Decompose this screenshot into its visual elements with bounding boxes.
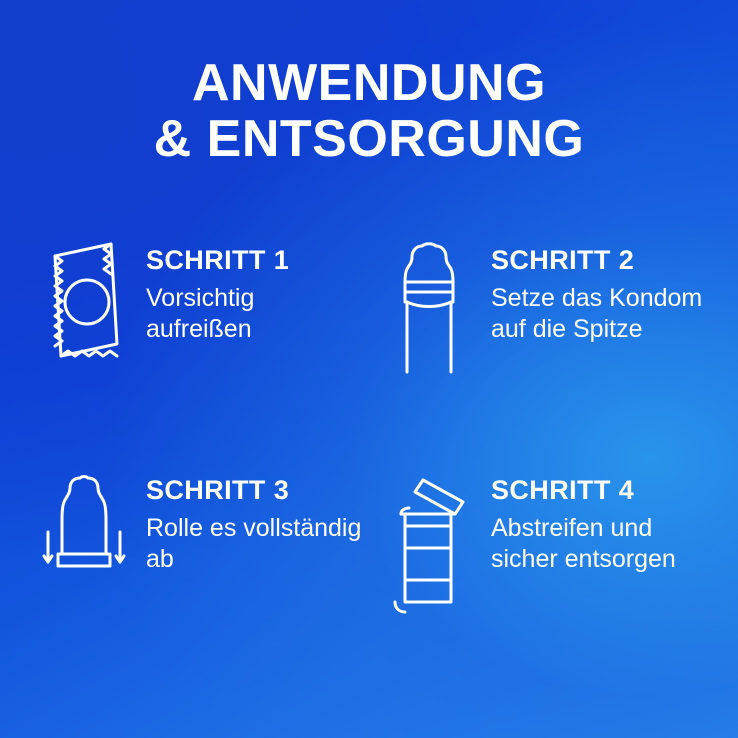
step-3 bbox=[28, 466, 365, 684]
step-2-title: SCHRITT 2 bbox=[491, 245, 635, 275]
condom-wrapper-tear-icon bbox=[36, 236, 132, 380]
step-4 bbox=[373, 466, 710, 684]
step-2 bbox=[373, 236, 710, 454]
page-title-line-2: & ENTSORGUNG bbox=[153, 109, 585, 168]
step-4-description: Abstreifen und sicher entsorgen bbox=[491, 513, 676, 573]
step-4-text bbox=[491, 466, 710, 575]
page-title-line-1: ANWENDUNG bbox=[191, 54, 547, 112]
step-2-description: Setze das Kondom auf die Spitze bbox=[491, 283, 703, 343]
page-title bbox=[0, 56, 738, 167]
step-1-description: Vorsichtig aufreißen bbox=[146, 283, 255, 343]
step-2-text bbox=[491, 236, 710, 345]
step-1 bbox=[28, 236, 365, 454]
trash-bin-icon bbox=[381, 466, 477, 610]
step-3-description: Rolle es vollständig ab bbox=[146, 513, 362, 573]
step-1-text bbox=[146, 236, 365, 345]
steps-grid bbox=[28, 236, 710, 684]
step-3-text bbox=[146, 466, 365, 575]
condom-roll-down-icon bbox=[36, 466, 132, 610]
step-1-title: SCHRITT 1 bbox=[146, 245, 290, 275]
condom-on-tip-icon bbox=[381, 236, 477, 380]
step-3-title: SCHRITT 3 bbox=[146, 475, 290, 505]
step-4-title: SCHRITT 4 bbox=[491, 475, 635, 505]
